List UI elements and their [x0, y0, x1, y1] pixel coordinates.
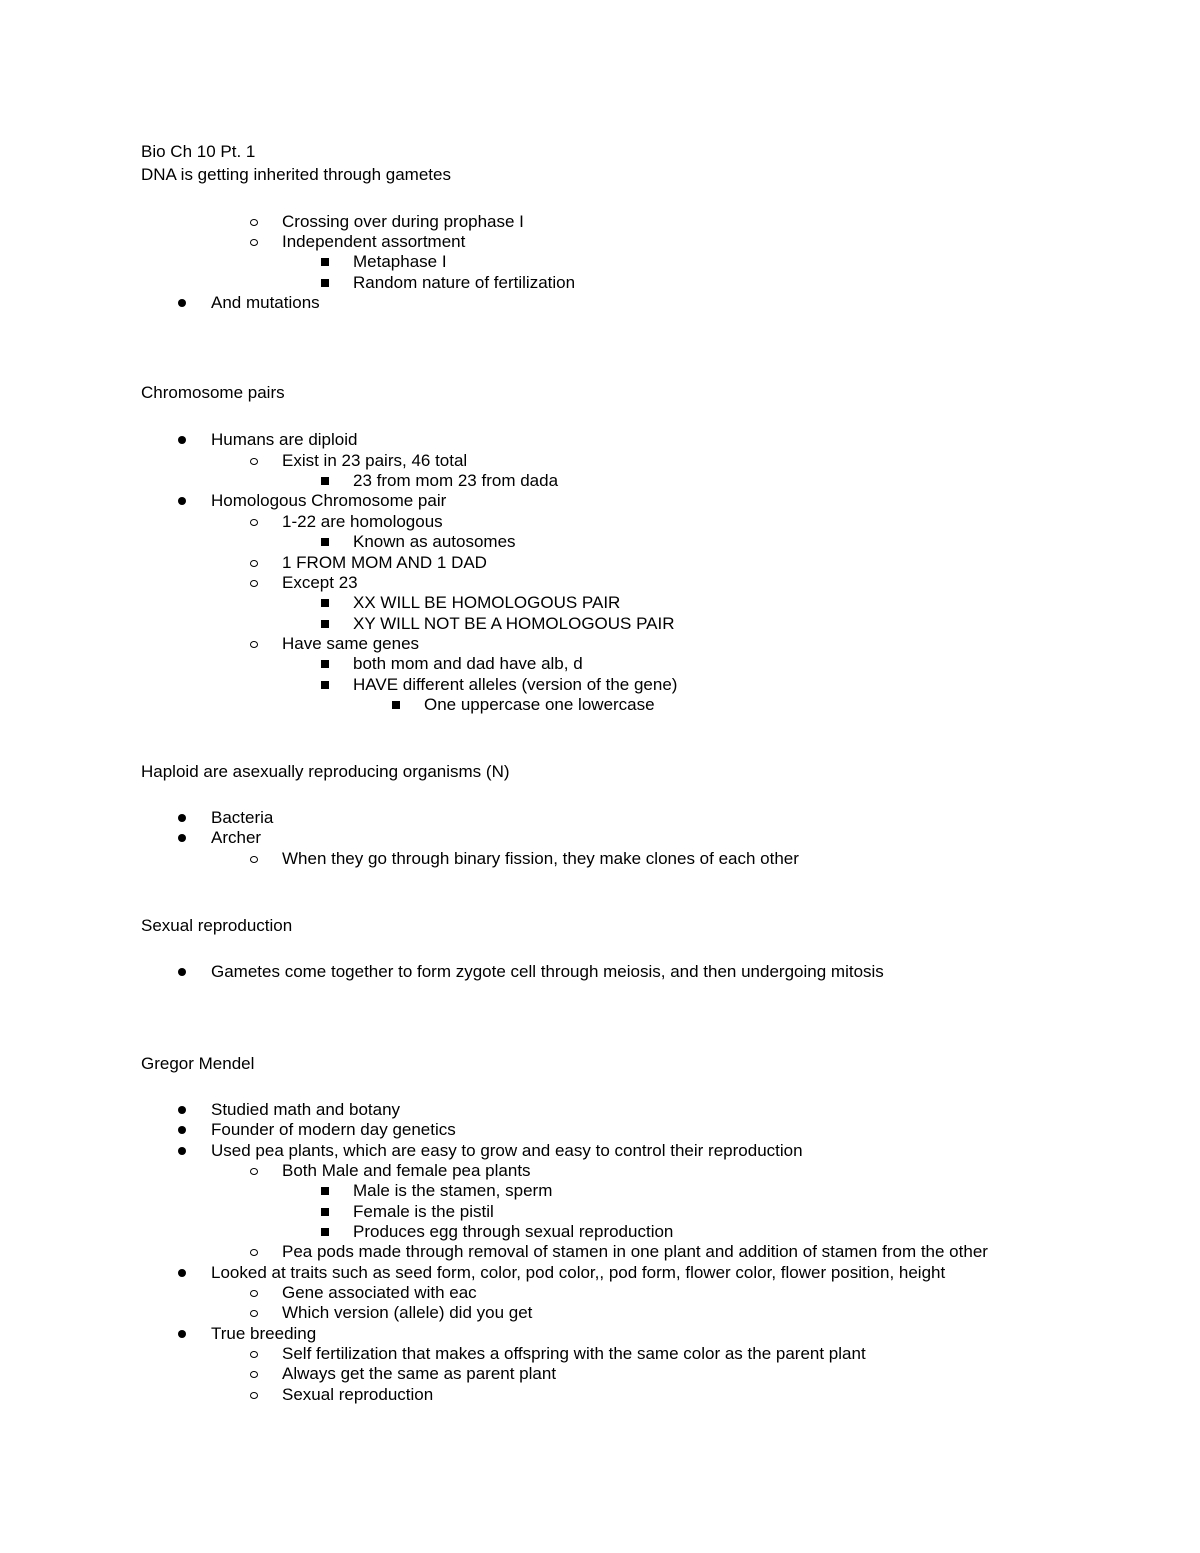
list-item [282, 634, 419, 654]
line-text: DNA is getting inherited through gametes [141, 165, 451, 184]
list-item [211, 1120, 456, 1140]
circle-bullet-icon [247, 1364, 282, 1384]
circle-bullet-icon [247, 1344, 282, 1364]
square-bullet-icon [318, 675, 353, 695]
line-text: Studied math and botany [211, 1100, 401, 1119]
square-bullet-icon [318, 252, 353, 272]
list-item [211, 1100, 400, 1120]
list-item [282, 1364, 556, 1384]
square-bullet-icon [318, 1222, 353, 1242]
line-text: Male is the stamen, sperm [353, 1181, 553, 1200]
square-bullet-icon [318, 1202, 353, 1222]
square-bullet-icon [318, 654, 353, 674]
line-text: XY WILL NOT BE A HOMOLOGOUS PAIR [353, 614, 675, 633]
line-text: Chromosome pairs [141, 383, 285, 402]
circle-bullet-icon [247, 634, 282, 654]
square-bullet-icon [318, 532, 353, 552]
list-item [353, 1181, 552, 1201]
line-text: Both Male and female pea plants [282, 1161, 531, 1180]
list-item [282, 212, 524, 232]
line-text: 1-22 are homologous [282, 512, 443, 531]
circle-bullet-icon [247, 1385, 282, 1405]
line-text: Homologous Chromosome pair [211, 491, 447, 510]
line-text: Produces egg through sexual reproduction [353, 1222, 674, 1241]
circle-bullet-icon [247, 849, 282, 869]
line-text: True breeding [211, 1324, 317, 1343]
line-text: Which version (allele) did you get [282, 1303, 533, 1322]
line-text: 1 FROM MOM AND 1 DAD [282, 553, 487, 572]
square-bullet-icon [318, 614, 353, 634]
list-item [353, 593, 620, 613]
square-bullet-icon [389, 695, 424, 715]
line-text: Humans are diploid [211, 430, 358, 449]
list-item [211, 1263, 945, 1283]
disc-bullet-icon [176, 491, 211, 511]
line-text: Founder of modern day genetics [211, 1120, 456, 1139]
disc-bullet-icon [176, 1263, 211, 1283]
list-item [282, 1303, 532, 1323]
square-bullet-icon [318, 1181, 353, 1201]
line-text: Archer [211, 828, 262, 847]
disc-bullet-icon [176, 293, 211, 313]
list-item [424, 695, 655, 715]
list-item [211, 808, 273, 828]
list-item [282, 512, 443, 532]
line-text: both mom and dad have alb, d [353, 654, 583, 673]
line-text: Sexual reproduction [141, 916, 293, 935]
list-item [211, 828, 261, 848]
line-text: Sexual reproduction [282, 1385, 434, 1404]
list-item [282, 573, 358, 593]
disc-bullet-icon [176, 430, 211, 450]
line-text: XX WILL BE HOMOLOGOUS PAIR [353, 593, 621, 612]
line-text: Crossing over during prophase I [282, 212, 524, 231]
line-text: Gametes come together to form zygote cell through meiosis, and then undergoing mitosis [211, 962, 884, 981]
list-item [282, 1344, 866, 1364]
list-item [211, 430, 357, 450]
list-item [353, 654, 583, 674]
line-text: Gene associated with eac [282, 1283, 477, 1302]
line-text: Female is the pistil [353, 1202, 494, 1221]
list-item [282, 553, 487, 573]
line-text: Have same genes [282, 634, 420, 653]
section-heading [141, 142, 255, 162]
list-item [211, 1141, 803, 1161]
disc-bullet-icon [176, 1120, 211, 1140]
circle-bullet-icon [247, 573, 282, 593]
disc-bullet-icon [176, 808, 211, 828]
line-text: Bio Ch 10 Pt. 1 [141, 142, 256, 161]
list-item [211, 491, 446, 511]
line-text: Except 23 [282, 573, 358, 592]
list-item [211, 962, 884, 982]
list-item [282, 232, 465, 252]
line-text: Bacteria [211, 808, 274, 827]
line-text: Gregor Mendel [141, 1054, 255, 1073]
line-text: Random nature of fertilization [353, 273, 576, 292]
disc-bullet-icon [176, 962, 211, 982]
list-item [353, 1202, 494, 1222]
list-item [353, 252, 447, 272]
list-item [282, 849, 799, 869]
line-text: Always get the same as parent plant [282, 1364, 557, 1383]
section-heading [141, 1054, 254, 1074]
circle-bullet-icon [247, 553, 282, 573]
disc-bullet-icon [176, 1324, 211, 1344]
line-text: Independent assortment [282, 232, 466, 251]
line-text: Known as autosomes [353, 532, 516, 551]
line-text: Haploid are asexually reproducing organisms (N) [141, 762, 510, 781]
circle-bullet-icon [247, 1161, 282, 1181]
list-item [211, 293, 320, 313]
disc-bullet-icon [176, 1141, 211, 1161]
circle-bullet-icon [247, 1303, 282, 1323]
square-bullet-icon [318, 273, 353, 293]
circle-bullet-icon [247, 1242, 282, 1262]
line-text: Exist in 23 pairs, 46 total [282, 451, 468, 470]
line-text: Looked at traits such as seed form, color, pod color,, pod form, flower color, flower position, height [211, 1263, 946, 1282]
circle-bullet-icon [247, 512, 282, 532]
line-text: Pea pods made through removal of stamen in one plant and addition of stamen from the other [282, 1242, 988, 1261]
line-text: And mutations [211, 293, 320, 312]
list-item [353, 471, 558, 491]
section-heading [141, 916, 292, 936]
disc-bullet-icon [176, 828, 211, 848]
circle-bullet-icon [247, 451, 282, 471]
line-text: Metaphase I [353, 252, 447, 271]
list-item [353, 614, 675, 634]
section-heading [141, 165, 451, 185]
line-text: When they go through binary fission, they make clones of each other [282, 849, 799, 868]
disc-bullet-icon [176, 1100, 211, 1120]
list-item [282, 1283, 477, 1303]
line-text: One uppercase one lowercase [424, 695, 655, 714]
list-item [282, 451, 467, 471]
list-item [353, 1222, 673, 1242]
line-text: HAVE different alleles (version of the gene) [353, 675, 678, 694]
circle-bullet-icon [247, 232, 282, 252]
list-item [282, 1385, 433, 1405]
circle-bullet-icon [247, 1283, 282, 1303]
list-item [282, 1161, 531, 1181]
section-heading [141, 383, 285, 403]
section-heading [141, 762, 510, 782]
line-text: Self fertilization that makes a offspring with the same color as the parent plant [282, 1344, 866, 1363]
circle-bullet-icon [247, 212, 282, 232]
line-text: Used pea plants, which are easy to grow and easy to control their reproduction [211, 1141, 803, 1160]
square-bullet-icon [318, 593, 353, 613]
list-item [282, 1242, 988, 1262]
line-text: 23 from mom 23 from dada [353, 471, 559, 490]
list-item [353, 675, 677, 695]
square-bullet-icon [318, 471, 353, 491]
list-item [353, 273, 575, 293]
list-item [353, 532, 516, 552]
list-item [211, 1324, 316, 1344]
